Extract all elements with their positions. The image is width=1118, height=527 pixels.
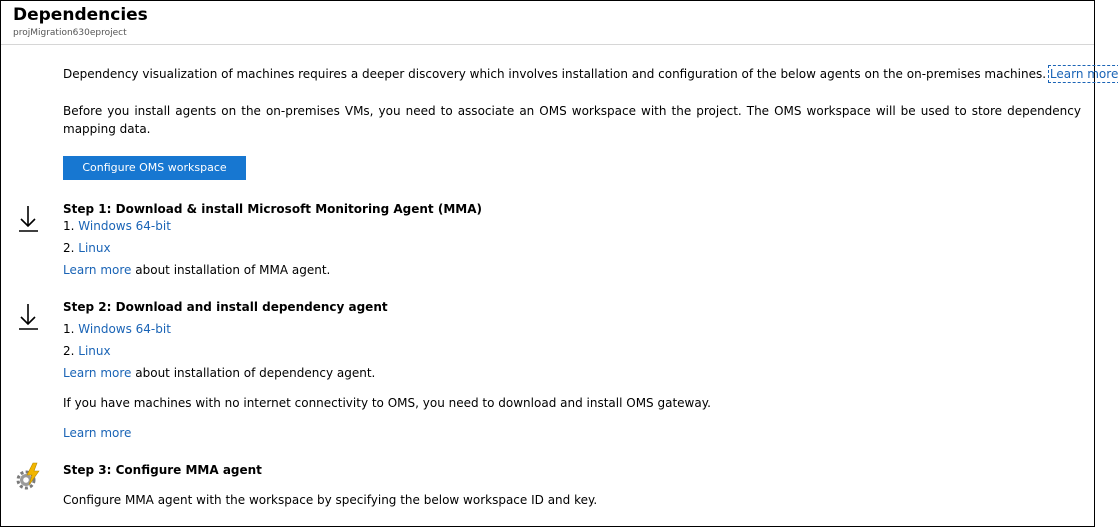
step2-item-1 (63, 321, 171, 338)
step2-item-2 (63, 343, 111, 360)
page-title: Dependencies (13, 5, 148, 25)
gateway-text: If you have machines with no internet connectivity to OMS, you need to download and install OMS gateway. (63, 396, 711, 410)
intro-text-1-body: Dependency visualization of machines requires a deeper discovery which involves installation and configuration of the below agents on the on-premises machines. (63, 67, 1047, 81)
step1-item-2-number: 2. (63, 241, 75, 255)
gateway-learn-more-link[interactable]: Learn more (63, 426, 132, 440)
step1-item-1-number: 1. (63, 219, 75, 233)
step1-windows-link[interactable]: Windows 64-bit (78, 219, 171, 233)
blade-header (1, 1, 1094, 45)
step2-title: Step 2: Download and install dependency agent (63, 300, 388, 314)
step2-linux-link[interactable]: Linux (78, 344, 111, 358)
step1-item-1 (63, 218, 171, 235)
step2-windows-link[interactable]: Windows 64-bit (78, 322, 171, 336)
step1-item-2 (63, 240, 111, 257)
step2-learn-more-line (63, 365, 375, 382)
step2-item-1-number: 1. (63, 322, 75, 336)
step1-linux-link[interactable]: Linux (78, 241, 111, 255)
page-subtitle: projMigration630eproject (13, 28, 127, 38)
step1-learn-more-link[interactable]: Learn more (63, 263, 132, 277)
intro-text-2: Before you install agents on the on-premises VMs, you need to associate an OMS workspace with the project. The OMS workspace will be used to store dependency mapping data. (63, 104, 1081, 136)
intro-learn-more-link[interactable]: Learn more (1049, 67, 1118, 81)
step2-learn-more-link[interactable]: Learn more (63, 366, 132, 380)
step1-learn-more-line (63, 262, 330, 279)
step2-learn-more-suffix: about installation of dependency agent. (135, 366, 376, 380)
configure-gear-icon (13, 461, 45, 493)
step1-learn-more-suffix: about installation of MMA agent. (135, 263, 331, 277)
step1-title: Step 1: Download & install Microsoft Monitoring Agent (MMA) (63, 202, 482, 216)
intro-text-1 (63, 66, 1118, 83)
download-arrow-icon (18, 303, 40, 331)
step2-item-2-number: 2. (63, 344, 75, 358)
download-arrow-icon (18, 205, 40, 233)
step3-title: Step 3: Configure MMA agent (63, 463, 262, 477)
step3-text: Configure MMA agent with the workspace by specifying the below workspace ID and key. (63, 493, 598, 507)
configure-oms-workspace-button[interactable]: Configure OMS workspace (63, 156, 246, 180)
